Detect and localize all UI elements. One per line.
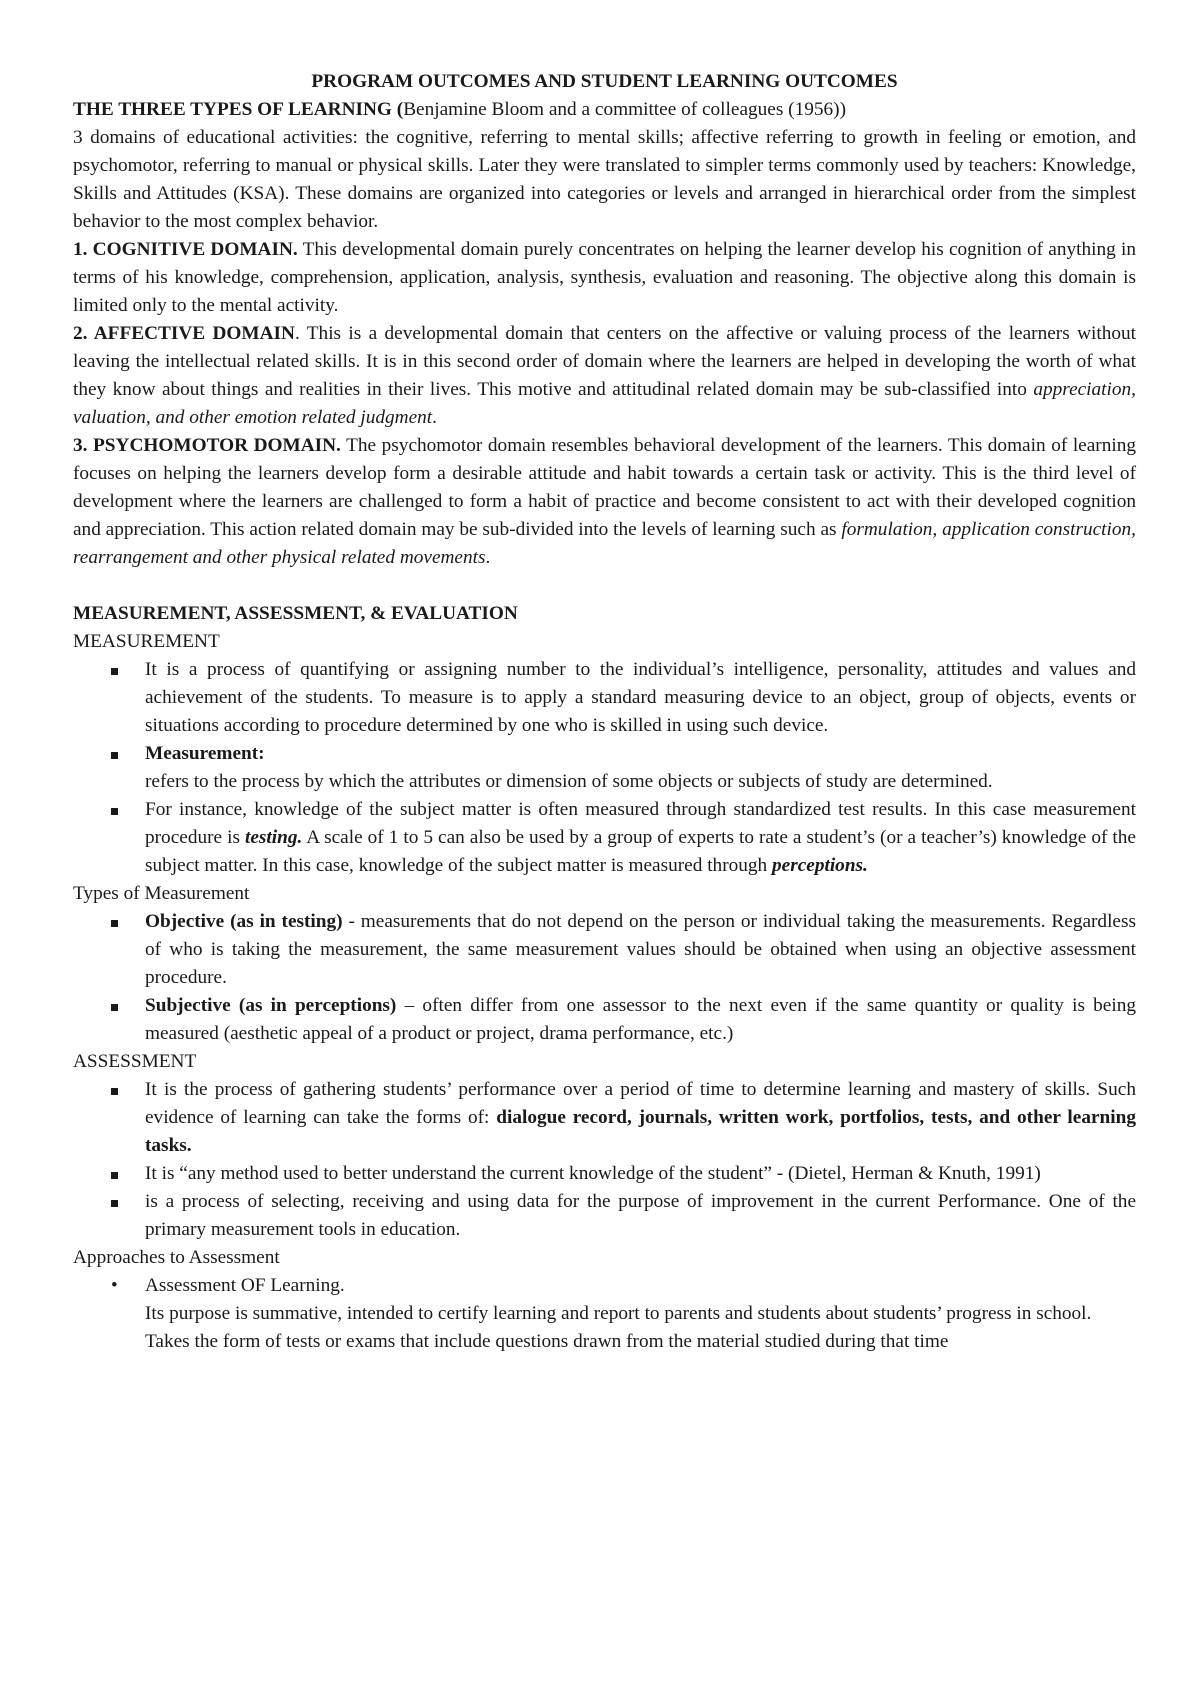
list-item: For instance, knowledge of the subject matter is often measured through standardized test results. In this case measurement procedure is testing. A scale of 1 to 5 can also be used by a group of experts to rate a student’s (or a teacher’s) knowledge of the subject matter. In this case, knowledge of the subject matter is measured through perceptions. bbox=[73, 796, 1136, 880]
approaches-heading: Approaches to Assessment bbox=[73, 1247, 280, 1268]
assessment-list bbox=[73, 1076, 1136, 1244]
document-page bbox=[73, 68, 1136, 1356]
measurement-heading: MEASUREMENT bbox=[73, 631, 220, 652]
cognitive-label: 1. COGNITIVE DOMAIN. bbox=[73, 239, 298, 260]
square-bullet-icon bbox=[111, 808, 118, 815]
list-item: • Assessment OF Learning. Its purpose is summative, intended to certify learning and report to parents and students about students’ progress in school. Takes the form of tests or exams that include questions drawn from the material studied during that time bbox=[73, 1272, 1136, 1356]
list-item: It is a process of quantifying or assigning number to the individual’s intelligence, personality, attitudes and values and achievement of the students. To measure is to apply a standard measuring device to an object, group of objects, events or situations according to procedure determined by one who is skilled in using such device. bbox=[73, 656, 1136, 740]
affective-paragraph: 2. AFFECTIVE DOMAIN. This is a developmental domain that centers on the affective or valuing process of the learners without leaving the intellectual related skills. It is in this second order of domain where the learners are helped in developing the worth of what they know about things and realities in their lives. This motive and attitudinal related domain may be sub-classified into appreciation, valuation, and other emotion related judgment. bbox=[73, 323, 1136, 428]
square-bullet-icon bbox=[111, 1088, 118, 1095]
measurement-list bbox=[73, 656, 1136, 880]
list-item: It is the process of gathering students’ performance over a period of time to determine learning and mastery of skills. Such evidence of learning can take the forms of: dialogue record, journals, written work, portfolios, tests, and other learning tasks. bbox=[73, 1076, 1136, 1160]
square-bullet-icon bbox=[111, 1200, 118, 1207]
approaches-list bbox=[73, 1272, 1136, 1356]
list-item: is a process of selecting, receiving and using data for the purpose of improvement in the current Performance. One of the primary measurement tools in education. bbox=[73, 1188, 1136, 1244]
types-heading: THE THREE TYPES OF LEARNING (Benjamine Bloom and a committee of colleagues (1956)) bbox=[73, 99, 846, 120]
square-bullet-icon bbox=[111, 1172, 118, 1179]
list-item: It is “any method used to better understand the current knowledge of the student” - (Dietel, Herman & Knuth, 1991) bbox=[73, 1160, 1136, 1188]
list-item: Subjective (as in perceptions) – often differ from one assessor to the next even if the same quantity or quality is being measured (aesthetic appeal of a product or project, drama performance, etc.) bbox=[73, 992, 1136, 1048]
list-item: Objective (as in testing) - measurements that do not depend on the person or individual taking the measurements. Regardless of who is taking the measurement, the same measurement values should be obtained when using an objective assessment procedure. bbox=[73, 908, 1136, 992]
mae-heading: MEASUREMENT, ASSESSMENT, & EVALUATION bbox=[73, 603, 518, 624]
list-item: Measurement: refers to the process by which the attributes or dimension of some objects or subjects of study are determined. bbox=[73, 740, 1136, 796]
intro-paragraph: 3 domains of educational activities: the cognitive, referring to mental skills; affective referring to growth in feeling or emotion, and psychomotor, referring to manual or physical skills. Later they were translated to simpler terms commonly used by teachers: Knowledge, Skills and Attitudes (KSA). These domains are organized into categories or levels and arranged in hierarchical order from the simplest behavior to the most complex behavior. bbox=[73, 127, 1136, 232]
psychomotor-paragraph: 3. PSYCHOMOTOR DOMAIN. The psychomotor domain resembles behavioral development of the learners. This domain of learning focuses on helping the learners develop form a desirable attitude and habit towards a certain task or activity. This is the third level of development where the learners are challenged to form a habit of practice and become consistent to act with their developed cognition and appreciation. This action related domain may be sub-divided into the levels of learning such as formulation, application construction, rearrangement and other physical related movements. bbox=[73, 435, 1136, 568]
square-bullet-icon bbox=[111, 668, 118, 675]
cognitive-paragraph: 1. COGNITIVE DOMAIN. This developmental domain purely concentrates on helping the learner develop his cognition of anything in terms of his knowledge, comprehension, application, analysis, synthesis, evaluation and reasoning. The objective along this domain is limited only to the mental activity. bbox=[73, 239, 1136, 316]
psychomotor-label: 3. PSYCHOMOTOR DOMAIN. bbox=[73, 435, 341, 456]
square-bullet-icon bbox=[111, 1004, 118, 1011]
types-list bbox=[73, 908, 1136, 1048]
affective-label: 2. AFFECTIVE DOMAIN bbox=[73, 323, 295, 344]
page-title: PROGRAM OUTCOMES AND STUDENT LEARNING OUTCOMES bbox=[311, 71, 898, 92]
dot-bullet-icon: • bbox=[111, 1275, 118, 1296]
square-bullet-icon bbox=[111, 752, 118, 759]
types-of-measurement-heading: Types of Measurement bbox=[73, 883, 250, 904]
square-bullet-icon bbox=[111, 920, 118, 927]
assessment-heading: ASSESSMENT bbox=[73, 1051, 197, 1072]
